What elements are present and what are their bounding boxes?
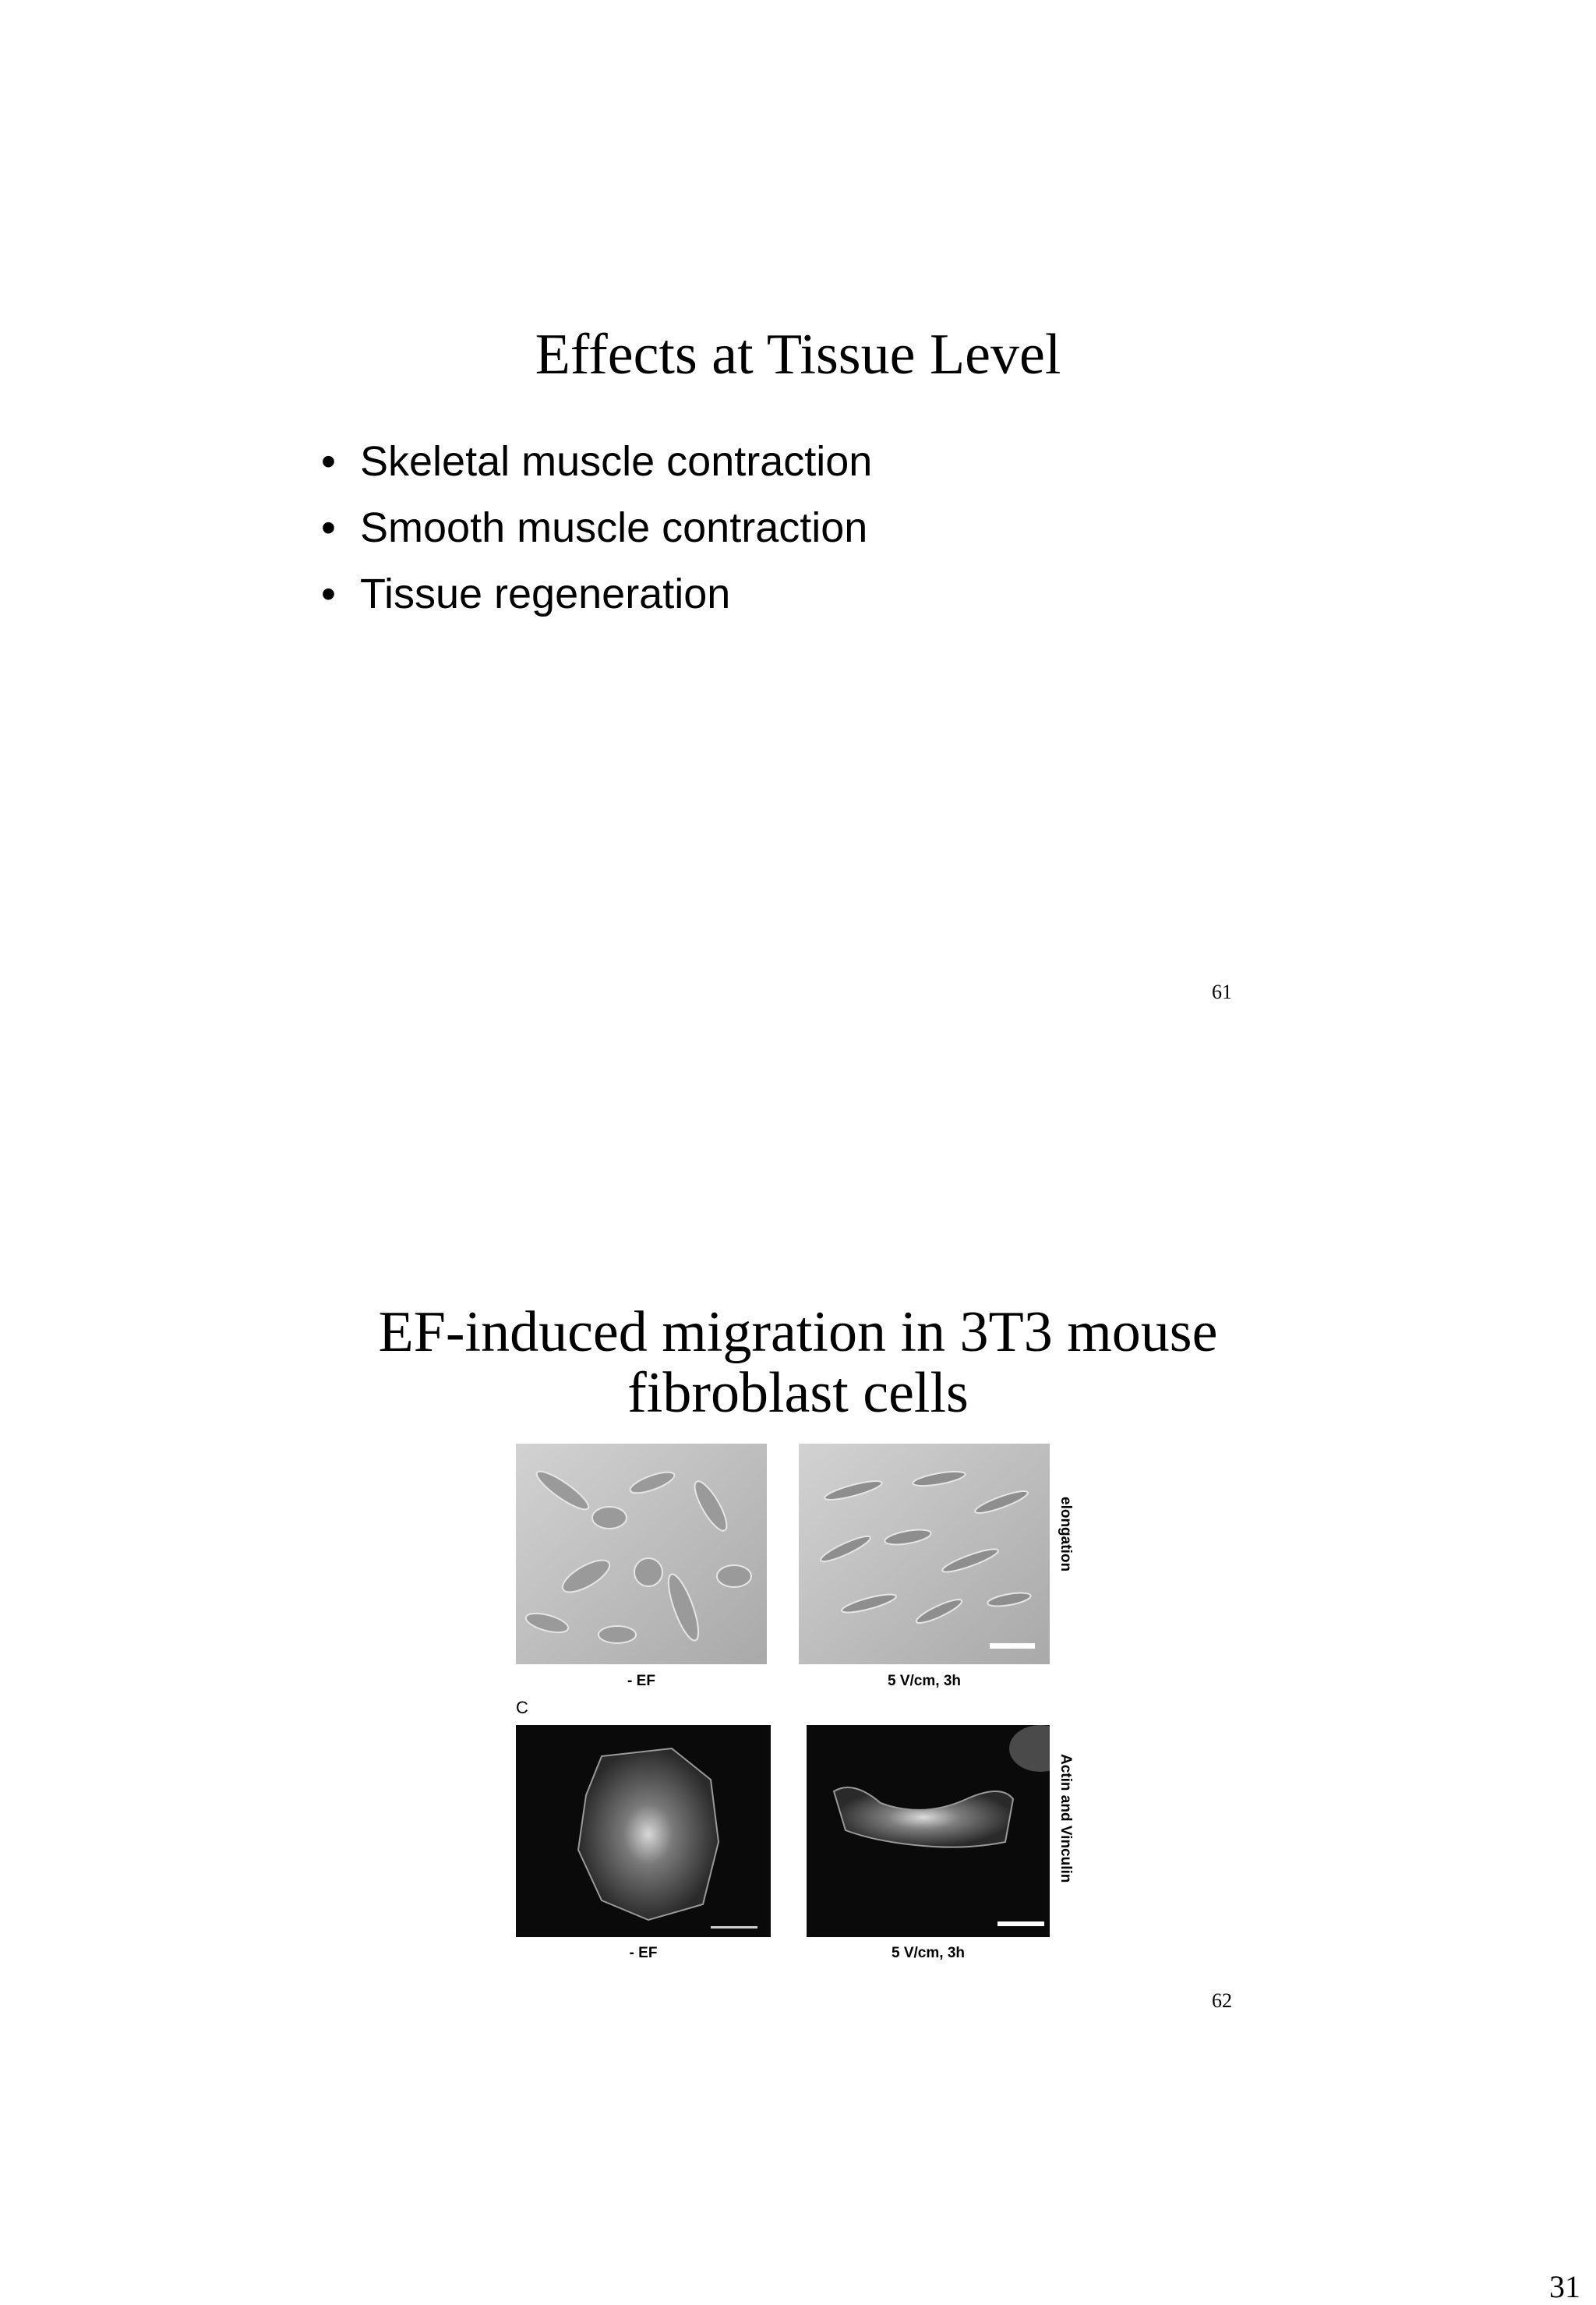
caption-ef-top: 5 V/cm, 3h <box>888 1673 961 1689</box>
caption-no-ef-top: - EF <box>627 1673 655 1689</box>
scale-bar <box>998 1921 1044 1926</box>
page-number: 31 <box>1549 2269 1580 2304</box>
fluorescence-image-no-ef <box>516 1725 771 1937</box>
caption-ef-bottom: 5 V/cm, 3h <box>892 1945 965 1961</box>
slide-number: 62 <box>1212 1989 1232 2012</box>
caption-no-ef-bottom: - EF <box>629 1945 658 1961</box>
bullet-icon: • <box>321 571 336 617</box>
slide-number: 61 <box>1212 981 1232 1003</box>
dic-image-no-ef <box>516 1444 767 1664</box>
bullet-icon: • <box>321 438 336 485</box>
dic-image-ef <box>799 1444 1050 1664</box>
slide-title-ef-migration: EF-induced migration in 3T3 mouse fibroblast cells <box>378 1300 1218 1425</box>
side-label-elongation: elongation <box>1058 1497 1074 1572</box>
panel-letter: C <box>516 1698 528 1717</box>
cell-image <box>807 1725 1050 1937</box>
bullet-icon: • <box>321 504 336 551</box>
list-item: • Skeletal muscle contraction <box>321 433 872 499</box>
cells-image <box>799 1444 1050 1664</box>
list-item: • Tissue regeneration <box>321 565 872 631</box>
bullet-list <box>321 433 872 631</box>
scale-bar <box>990 1643 1035 1649</box>
side-label-actin-vinculin: Actin and Vinculin <box>1058 1754 1074 1883</box>
cells-image <box>516 1444 767 1664</box>
fluorescence-image-ef <box>807 1725 1050 1937</box>
scale-bar <box>711 1926 757 1928</box>
slide-title-tissue-level: Effects at Tissue Level <box>535 323 1061 387</box>
list-item: • Smooth muscle contraction <box>321 499 872 565</box>
cell-image <box>516 1725 771 1937</box>
